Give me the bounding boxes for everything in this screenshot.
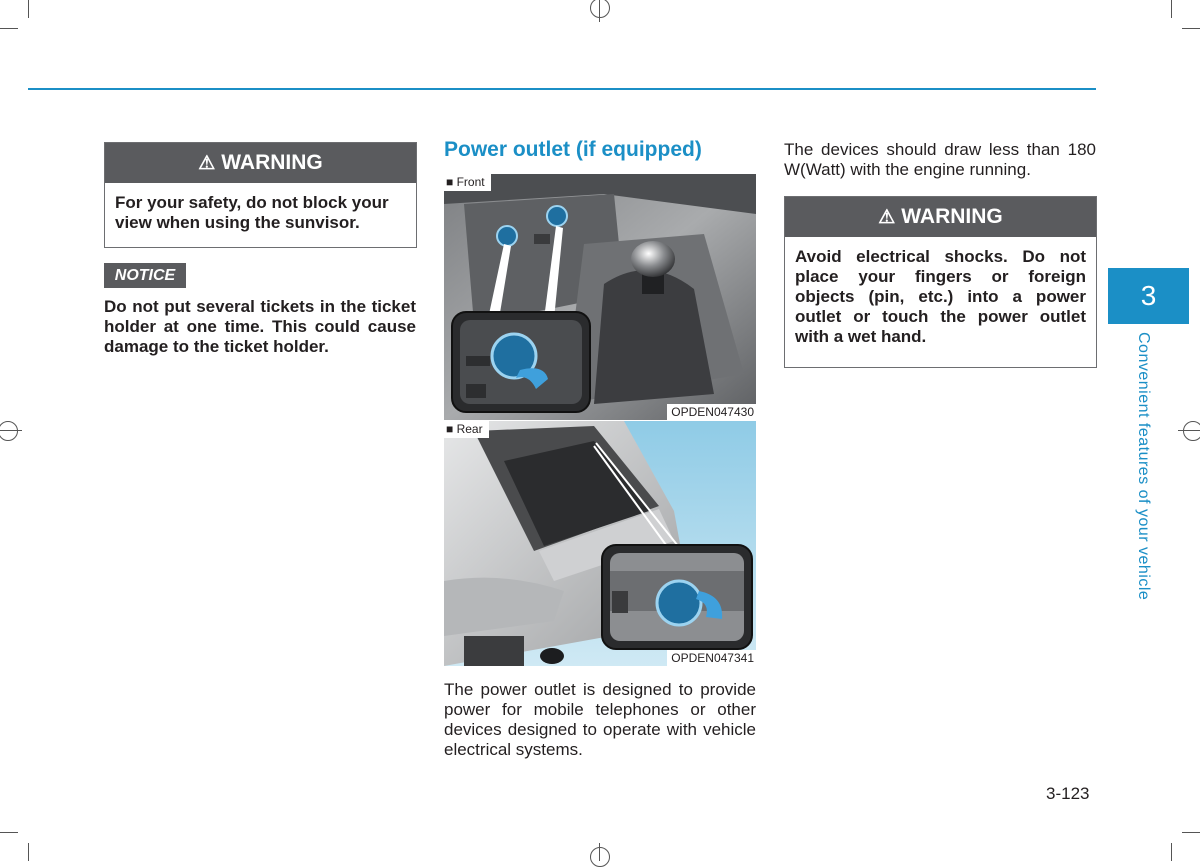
warning-header	[105, 143, 416, 183]
crop-mark	[599, 0, 600, 22]
header-rule	[28, 88, 1096, 90]
section-title: Power outlet (if equipped)	[444, 138, 702, 161]
crop-mark	[0, 430, 22, 431]
warning-box-electrical	[784, 196, 1097, 368]
chapter-title: Convenient features of your vehicle	[1135, 332, 1152, 601]
figure-label-rear: ■ Rear	[444, 421, 489, 438]
registration-mark	[1183, 421, 1200, 441]
registration-mark	[590, 0, 610, 18]
notice-text: Do not put several tickets in the ticket holder at one time. This could cause damage to the ticket holder.	[104, 297, 416, 356]
front-console-illustration	[444, 174, 756, 420]
power-draw-text: The devices should draw less than 180 W(Watt) with the engine running.	[784, 140, 1096, 179]
crop-mark	[0, 832, 18, 833]
warning-heading: WARNING	[901, 205, 1003, 228]
registration-mark	[590, 847, 610, 867]
crop-mark	[1182, 832, 1200, 833]
warning-triangle-icon: ⚠	[878, 206, 896, 228]
warning-text: Avoid electrical shocks. Do not place your fingers or foreign objects (pin, etc.) into a power outlet or touch the power outlet with a wet hand.	[795, 247, 1086, 346]
figure-code-rear: OPDEN047341	[667, 650, 756, 666]
chapter-number-tab: 3	[1108, 268, 1189, 324]
power-outlet-description: The power outlet is designed to provide power for mobile telephones or other devices designed to operate with vehicle electrical systems.	[444, 680, 756, 759]
figure-rear-outlet	[444, 421, 756, 666]
warning-text: For your safety, do not block your view when using the sunvisor.	[115, 193, 389, 232]
crop-mark	[1182, 28, 1200, 29]
crop-mark	[28, 843, 29, 861]
crop-mark	[1171, 843, 1172, 861]
warning-box-sunvisor	[104, 142, 417, 248]
warning-triangle-icon: ⚠	[198, 152, 216, 174]
figure-label-front: ■ Front	[444, 174, 491, 191]
registration-mark	[0, 421, 18, 441]
notice-label: NOTICE	[104, 263, 186, 288]
crop-mark	[0, 28, 18, 29]
warning-heading: WARNING	[221, 151, 323, 174]
crop-mark	[28, 0, 29, 18]
crop-mark	[599, 843, 600, 861]
rear-cargo-illustration	[444, 421, 756, 666]
crop-mark	[1171, 0, 1172, 18]
figure-front-outlet	[444, 174, 756, 420]
crop-mark	[1178, 430, 1200, 431]
warning-header	[785, 197, 1096, 237]
page-number: 3-123	[1046, 784, 1090, 803]
figure-code-front: OPDEN047430	[667, 404, 756, 420]
